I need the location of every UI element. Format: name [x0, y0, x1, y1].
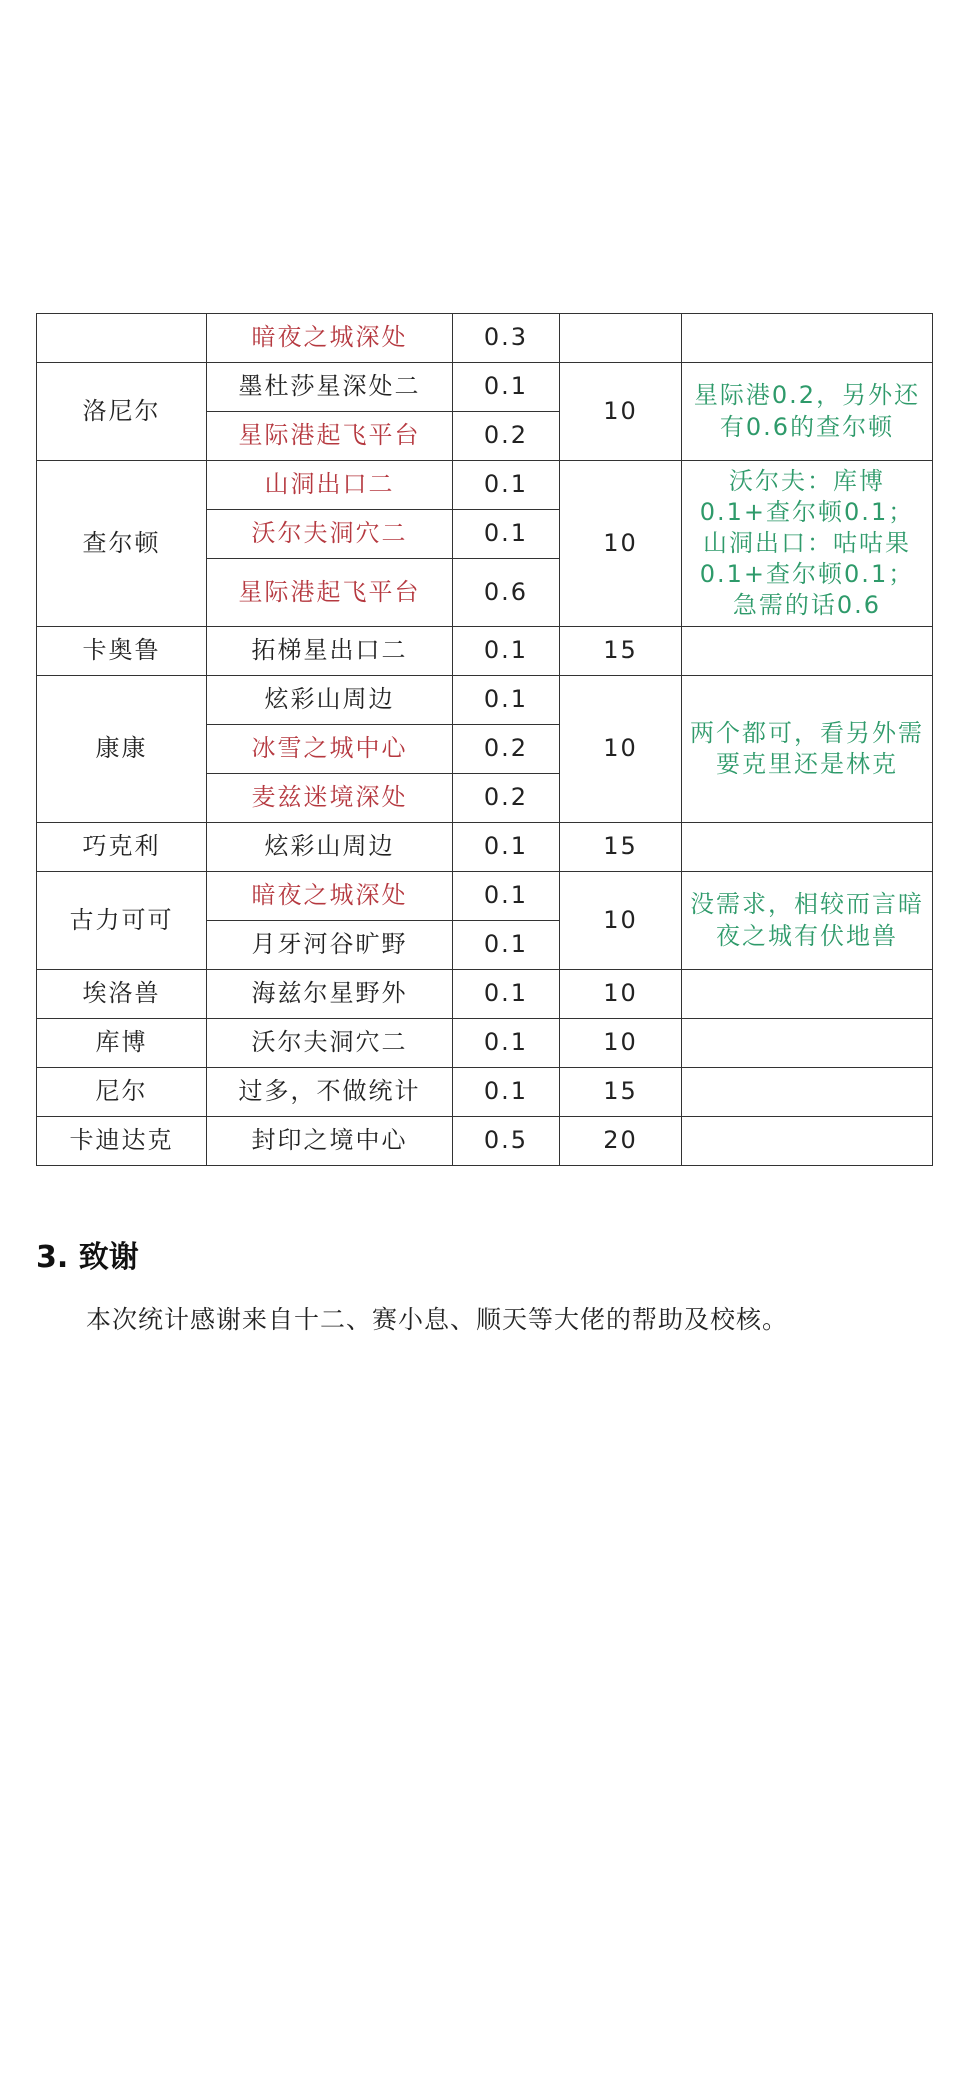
- location-cell: 墨杜莎星深处二: [207, 363, 453, 412]
- note-cell: 没需求，相较而言暗夜之城有伏地兽: [682, 872, 933, 970]
- rate-cell: 0.1: [453, 921, 560, 970]
- rate-cell: 0.2: [453, 725, 560, 774]
- location-cell: 炫彩山周边: [207, 823, 453, 872]
- location-cell: 山洞出口二: [207, 461, 453, 510]
- note-cell: [682, 314, 933, 363]
- location-cell: 星际港起飞平台: [207, 559, 453, 627]
- table-row: [37, 872, 933, 921]
- count-cell: 10: [560, 676, 682, 823]
- pet-name-cell: 查尔顿: [37, 461, 207, 627]
- pet-name-cell: 库博: [37, 1019, 207, 1068]
- table-row: [37, 363, 933, 412]
- location-cell: 月牙河谷旷野: [207, 921, 453, 970]
- note-cell: [682, 970, 933, 1019]
- location-cell: 星际港起飞平台: [207, 412, 453, 461]
- pet-name-cell: 尼尔: [37, 1068, 207, 1117]
- note-cell: [682, 627, 933, 676]
- rate-cell: 0.1: [453, 676, 560, 725]
- rate-cell: 0.3: [453, 314, 560, 363]
- location-cell: 冰雪之城中心: [207, 725, 453, 774]
- stats-table: [36, 313, 933, 1166]
- location-cell: 封印之境中心: [207, 1117, 453, 1166]
- rate-cell: 0.5: [453, 1117, 560, 1166]
- table-row: [37, 627, 933, 676]
- table-row: [37, 314, 933, 363]
- location-cell: 海兹尔星野外: [207, 970, 453, 1019]
- stats-table-body: [37, 314, 933, 1166]
- count-cell: 10: [560, 970, 682, 1019]
- note-cell: 星际港0.2，另外还有0.6的查尔顿: [682, 363, 933, 461]
- rate-cell: 0.2: [453, 774, 560, 823]
- location-cell: 过多，不做统计: [207, 1068, 453, 1117]
- table-row: [37, 1117, 933, 1166]
- count-cell: 10: [560, 1019, 682, 1068]
- table-row: [37, 1068, 933, 1117]
- note-cell: 沃尔夫：库博0.1+查尔顿0.1；山洞出口：咕咕果0.1+查尔顿0.1；急需的话0.6: [682, 461, 933, 627]
- table-row: [37, 970, 933, 1019]
- location-cell: 沃尔夫洞穴二: [207, 1019, 453, 1068]
- count-cell: [560, 314, 682, 363]
- note-cell: [682, 823, 933, 872]
- location-cell: 麦兹迷境深处: [207, 774, 453, 823]
- section-title: 3. 致谢: [36, 1240, 139, 1275]
- rate-cell: 0.1: [453, 872, 560, 921]
- rate-cell: 0.1: [453, 970, 560, 1019]
- pet-name-cell: 巧克利: [37, 823, 207, 872]
- location-cell: 拓梯星出口二: [207, 627, 453, 676]
- acknowledgement-text: 本次统计感谢来自十二、赛小息、顺天等大佬的帮助及校核。: [86, 1305, 789, 1334]
- location-cell: 炫彩山周边: [207, 676, 453, 725]
- rate-cell: 0.1: [453, 1019, 560, 1068]
- count-cell: 10: [560, 363, 682, 461]
- pet-name-cell: 康康: [37, 676, 207, 823]
- pet-name-cell: 古力可可: [37, 872, 207, 970]
- rate-cell: 0.1: [453, 461, 560, 510]
- rate-cell: 0.2: [453, 412, 560, 461]
- count-cell: 15: [560, 627, 682, 676]
- pet-name-cell: 卡奥鲁: [37, 627, 207, 676]
- table-row: [37, 676, 933, 725]
- pet-name-cell: 埃洛兽: [37, 970, 207, 1019]
- count-cell: 10: [560, 872, 682, 970]
- pet-name-cell: 洛尼尔: [37, 363, 207, 461]
- count-cell: 20: [560, 1117, 682, 1166]
- rate-cell: 0.1: [453, 363, 560, 412]
- rate-cell: 0.6: [453, 559, 560, 627]
- rate-cell: 0.1: [453, 627, 560, 676]
- count-cell: 15: [560, 1068, 682, 1117]
- rate-cell: 0.1: [453, 823, 560, 872]
- note-cell: [682, 1117, 933, 1166]
- note-cell: [682, 1019, 933, 1068]
- rate-cell: 0.1: [453, 510, 560, 559]
- table-row: [37, 1019, 933, 1068]
- note-cell: 两个都可，看另外需要克里还是林克: [682, 676, 933, 823]
- count-cell: 10: [560, 461, 682, 627]
- rate-cell: 0.1: [453, 1068, 560, 1117]
- count-cell: 15: [560, 823, 682, 872]
- table-row: [37, 461, 933, 510]
- location-cell: 暗夜之城深处: [207, 314, 453, 363]
- location-cell: 沃尔夫洞穴二: [207, 510, 453, 559]
- location-cell: 暗夜之城深处: [207, 872, 453, 921]
- note-cell: [682, 1068, 933, 1117]
- table-row: [37, 823, 933, 872]
- pet-name-cell: [37, 314, 207, 363]
- pet-name-cell: 卡迪达克: [37, 1117, 207, 1166]
